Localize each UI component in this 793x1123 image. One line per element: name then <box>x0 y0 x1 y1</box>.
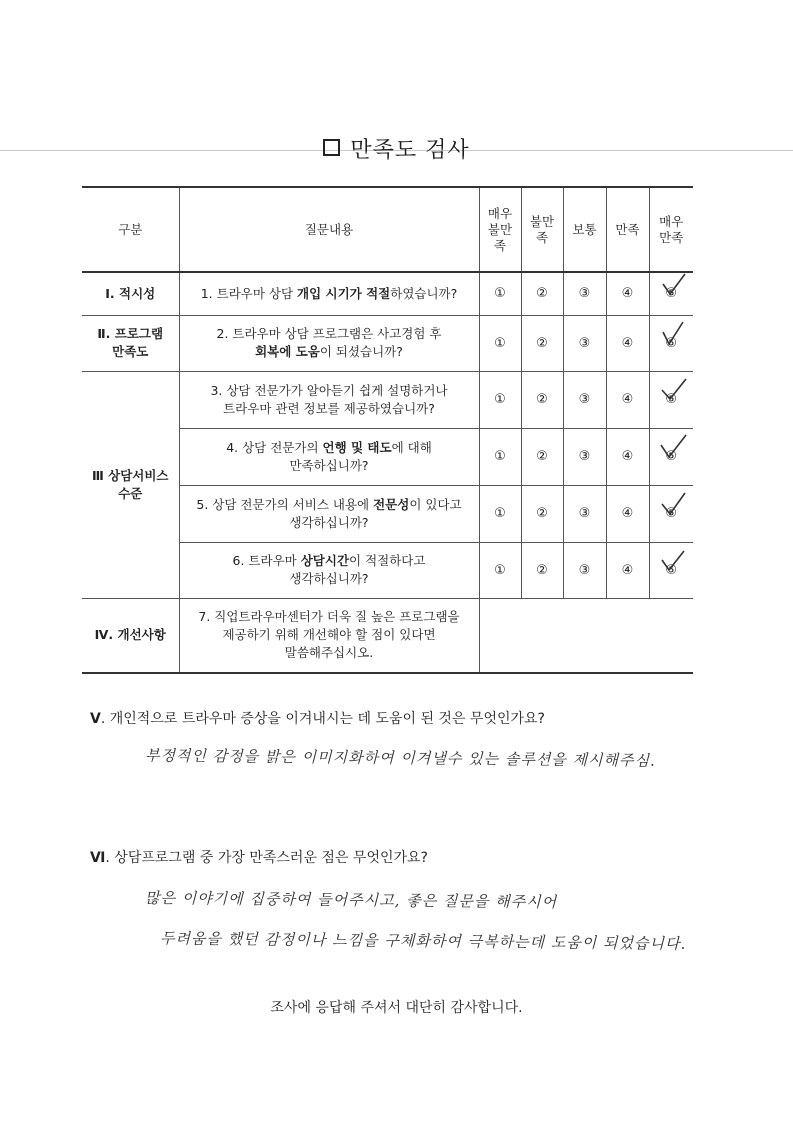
option-3[interactable]: ③ <box>563 315 606 371</box>
option-4[interactable]: ④ <box>606 542 649 598</box>
option-4[interactable]: ④ <box>606 485 649 542</box>
question-text: 말씀해주십시오. <box>284 645 374 661</box>
table-row <box>82 315 693 371</box>
category-improvement: Ⅳ. 개선사항 <box>82 598 179 673</box>
question-text: 제공하기 위해 개선해야 할 점이 있다면 <box>222 627 436 643</box>
option-2[interactable]: ② <box>521 272 563 315</box>
question-text: 생각하십니까? <box>289 514 369 530</box>
question-emphasis: 상담시간 <box>300 553 350 568</box>
option-2[interactable]: ② <box>521 542 563 598</box>
header-dissatisfied: 불만 족 <box>521 187 563 272</box>
option-5: ⑤ <box>665 506 678 521</box>
section-number: Ⅴ <box>90 711 101 727</box>
option-4[interactable]: ④ <box>606 272 649 315</box>
question-text: 3. 상담 전문가가 알아듣기 쉽게 설명하거나 <box>210 382 448 398</box>
question-emphasis: 언행 및 태도 <box>322 439 392 455</box>
option-1[interactable]: ① <box>479 428 521 485</box>
option-5-selected[interactable] <box>649 542 693 598</box>
header-satisfied: 만족 <box>606 187 649 272</box>
option-5-selected[interactable] <box>649 485 693 542</box>
thank-you-note: 조사에 응답해 주셔서 대단히 감사합니다. <box>270 1000 523 1016</box>
section-number: Ⅵ <box>90 850 106 866</box>
option-1[interactable]: ① <box>479 371 521 428</box>
checkmark-icon <box>661 549 687 575</box>
question-text: 7. 직업트라우마센터가 더욱 질 높은 프로그램을 <box>198 609 460 625</box>
section-6-handwritten-answer-line1: 많은 이야기에 집중하여 들어주시고, 좋은 질문을 해주시어 <box>144 888 558 912</box>
question-text: 이 적절하다고 <box>349 553 426 568</box>
category-line: 만족도 <box>112 344 149 359</box>
option-2[interactable]: ② <box>521 371 563 428</box>
question-text: 5. 상담 전문가의 서비스 내용에 <box>196 496 374 512</box>
header-very-satisfied: 매우 만족 <box>649 187 693 272</box>
category-line: 수준 <box>118 485 143 501</box>
category-program <box>82 315 179 371</box>
page-title <box>0 133 793 164</box>
question-text: 생각하십니까? <box>289 571 369 586</box>
section-question-text: . 개인적으로 트라우마 증상을 이겨내시는 데 도움이 된 것은 무엇인가요? <box>100 711 545 727</box>
question-text: 만족하십니까? <box>289 457 369 473</box>
checkmark-icon <box>661 322 687 348</box>
option-1[interactable]: ① <box>479 272 521 315</box>
question-5 <box>179 485 479 542</box>
option-4[interactable]: ④ <box>606 428 649 485</box>
option-3[interactable]: ③ <box>563 542 606 598</box>
option-1[interactable]: ① <box>479 485 521 542</box>
question-text: 1. 트라우마 상담 <box>200 285 298 301</box>
option-5: ⑤ <box>665 562 678 578</box>
option-3[interactable]: ③ <box>563 371 606 428</box>
question-text: 에 대해 <box>391 439 432 455</box>
category-line: Ⅱ. 프로그램 <box>97 326 164 341</box>
checkbox-square-icon <box>323 139 340 156</box>
question-emphasis: 전문성 <box>373 496 410 512</box>
header-category: 구분 <box>82 187 179 272</box>
checkmark-icon <box>661 272 687 298</box>
checkmark-icon <box>661 492 687 518</box>
category-timeliness: Ⅰ. 적시성 <box>82 272 179 315</box>
option-4[interactable]: ④ <box>606 371 649 428</box>
improvement-answer-area[interactable] <box>479 598 693 673</box>
question-text: 이 있다고 <box>409 496 462 512</box>
section-question-text: . 상담프로그램 중 가장 만족스러운 점은 무엇인가요? <box>105 850 428 866</box>
question-emphasis: 회복에 도움 <box>255 344 320 359</box>
question-3 <box>179 371 479 428</box>
option-5: ⑤ <box>665 335 678 351</box>
question-text: 2. 트라우마 상담 프로그램은 사고경험 후 <box>216 326 442 341</box>
section-5-handwritten-answer: 부정적인 감정을 밝은 이미지화하여 이겨낼수 있는 솔루션을 제시해주심. <box>144 746 656 770</box>
question-7 <box>179 598 479 673</box>
option-3[interactable]: ③ <box>563 272 606 315</box>
question-6 <box>179 542 479 598</box>
category-service <box>82 371 179 598</box>
header-neutral: 보통 <box>563 187 606 272</box>
checkmark-icon <box>661 435 687 461</box>
option-3[interactable]: ③ <box>563 485 606 542</box>
satisfaction-table <box>82 186 693 674</box>
page-title-text: 만족도 검사 <box>350 138 470 163</box>
table-header-row <box>82 187 693 272</box>
option-2[interactable]: ② <box>521 315 563 371</box>
option-5-selected[interactable] <box>649 272 693 315</box>
table-row <box>82 598 693 673</box>
option-5: ⑤ <box>665 392 678 407</box>
question-2 <box>179 315 479 371</box>
section-5-question <box>90 708 545 728</box>
option-5-selected[interactable] <box>649 315 693 371</box>
table-row <box>82 272 693 315</box>
header-question: 질문내용 <box>179 187 479 272</box>
option-1[interactable]: ① <box>479 315 521 371</box>
table-row <box>82 371 693 428</box>
option-3[interactable]: ③ <box>563 428 606 485</box>
section-6-handwritten-answer-line2: 두려움을 했던 감정이나 느낌을 구체화하여 극복하는데 도움이 되었습니다. <box>159 929 687 953</box>
question-text: 6. 트라우마 <box>232 553 301 568</box>
question-4 <box>179 428 479 485</box>
option-5: ⑤ <box>665 286 678 302</box>
option-2[interactable]: ② <box>521 485 563 542</box>
question-text: 하였습니까? <box>390 285 458 301</box>
option-4[interactable]: ④ <box>606 315 649 371</box>
checkmark-icon <box>661 378 687 404</box>
option-1[interactable]: ① <box>479 542 521 598</box>
category-line: Ⅲ 상담서비스 <box>91 467 169 483</box>
section-6-question <box>90 847 428 867</box>
question-text: 트라우마 관련 정보를 제공하였습니까? <box>223 400 435 416</box>
question-1 <box>179 272 479 315</box>
option-5: ⑤ <box>665 449 678 464</box>
option-2[interactable]: ② <box>521 428 563 485</box>
option-5-selected[interactable] <box>649 428 693 485</box>
header-very-dissatisfied: 매우 불만 족 <box>479 187 521 272</box>
question-text: 4. 상담 전문가의 <box>226 439 323 455</box>
question-text: 이 되셨습니까? <box>319 344 403 359</box>
question-emphasis: 개입 시기가 적절 <box>297 285 391 301</box>
option-5-selected[interactable] <box>649 371 693 428</box>
